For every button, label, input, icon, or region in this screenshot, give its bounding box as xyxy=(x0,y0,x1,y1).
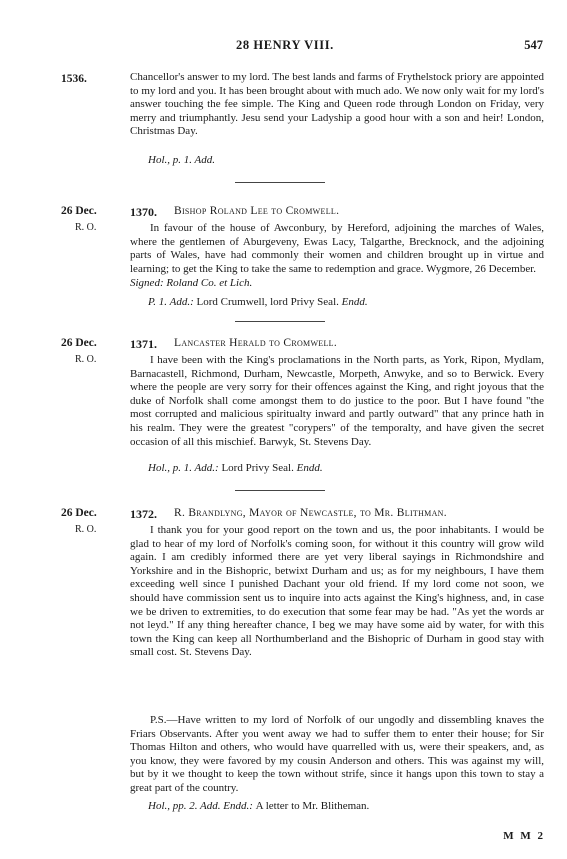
entry-1371-paragraph: I have been with the King's proclamations in the North parts, as York, Ripon, Mydlam, Barnacastell, Richmond, Durham, Newcastle, Morpeth, Anwyke, and so to Berwick. Every where the people are very sorry for their offences against the King, and right joyous that the duke of Norfolk shall come amongst them to do justice to the poor. But I have found "the most corrupted and malicious spiritualty inward and partly outward" that any prince hath in his realm. They were the greatest "corypers" of the temporalty, and have given the secret occasion of all this mischief. Barwyk, St. Stevens Day. xyxy=(130,354,544,448)
entry-source: R. O. xyxy=(75,354,97,365)
separator-rule xyxy=(235,182,325,183)
entry-title: Lancaster Herald to Cromwell. xyxy=(174,337,338,349)
entry-number: 1371. xyxy=(130,337,157,351)
meta-endorsed: Endd. xyxy=(341,296,368,308)
entry-1370-signed: Signed: Roland Co. et Lich. xyxy=(130,277,253,289)
entry-source: R. O. xyxy=(75,222,97,233)
separator-rule xyxy=(235,321,325,322)
meta-italic: P. 1. Add.: xyxy=(148,296,194,308)
entry-1372-meta xyxy=(148,800,369,812)
signature-mark: M M 2 xyxy=(503,830,545,842)
meta-address: Lord Privy Seal. xyxy=(221,462,294,474)
entry-date: 26 Dec. xyxy=(61,205,97,217)
entry-source: R. O. xyxy=(75,524,97,535)
entry-number: 1370. xyxy=(130,205,157,219)
page-number: 547 xyxy=(524,38,543,52)
entry-date: 26 Dec. xyxy=(61,507,97,519)
entry-date: 26 Dec. xyxy=(61,337,97,349)
entry-1372-postscript: P.S.—Have written to my lord of Norfolk of our ungodly and dissembling knaves the Friars Observants. After you went away we had to suffer them to enter their house; for Sir Thomas Hilton and others, who would have quarrelled with us, were their speakers, and, as you know, they were favored by my cousin Anderson and others. This was against my will, but by it we thought to keep the town without strife, since it hangs upon this town to stay a great part of the country. xyxy=(130,714,544,794)
meta-italic: Hol., p. 1. Add.: xyxy=(148,462,219,474)
meta-address: A letter to Mr. Blitheman. xyxy=(255,800,370,812)
meta-endorsed: Endd. xyxy=(296,462,323,474)
entry-1372-paragraph: I thank you for your good report on the town and us, the poor inhabitants. I would be glad to hear of my lord of Norfolk's coming soon, for without it this country will grow wild again. I am credibly informed there are yet very liberal sayings in Richmondshire and Yorkshire and in the Bishopric, betwixt Durham and us; as for my neighbours, I have them exceeding well since I punished Dachant your old friend. If my lord come not soon, we should have commission sent us to inquire into acts against the King's highness, and, in case we be driven to extremities, to do execution that some fear may be had. "As yet the words ar not leyd." If any thing hereafter chance, I beg we may have some aid by water, for with this town the King can keep all Northumberland and the Bishopric of Durham in good stay with small cost. St. Stevens Day. xyxy=(130,524,544,659)
meta-address: Lord Crumwell, lord Privy Seal. xyxy=(196,296,339,308)
margin-year: 1536. xyxy=(61,73,87,85)
entry-1371-head xyxy=(61,337,551,365)
entry-1372-head xyxy=(61,507,551,535)
entry-title: R. Brandlyng, Mayor of Newcastle, to Mr. Blithman. xyxy=(174,507,447,519)
continuation-meta xyxy=(148,154,215,166)
entry-1370-paragraph: In favour of the house of Awconbury, by Hereford, adjoining the marches of Wales, where the gentlemen of Aburgeveny, Ewas Lacy, Talgarthe, Brecknock, and the adjoining parts of Wales, have had commonly their women and children brought up in virtue and learning; to get the King to take the same to redemption and grace. Wygmore, 26 December. xyxy=(130,222,544,275)
continuation-meta-text: Hol., p. 1. Add. xyxy=(148,154,216,166)
continuation-paragraph: Chancellor's answer to my lord. The best lands and farms of Frythelstock priory are appointed to my lord and you. It has been brought about with much ado. We now only wait for my lord's answer touching the fee simple. The King and Queen rode through London on Friday, very merry and triumphantly. Jesu send your Ladyship a good hour with a son and heir! London, Christmas Day. xyxy=(130,71,544,138)
running-title: 28 HENRY VIII. xyxy=(236,38,334,52)
entry-title: Bishop Roland Lee to Cromwell. xyxy=(174,205,340,217)
entry-1371-meta xyxy=(148,462,323,474)
running-head xyxy=(0,38,567,54)
separator-rule xyxy=(235,490,325,491)
meta-italic: Hol., pp. 2. Add. Endd.: xyxy=(148,800,253,812)
entry-1370-head xyxy=(61,205,551,233)
entry-1370-meta xyxy=(148,296,368,308)
entry-number: 1372. xyxy=(130,507,157,521)
